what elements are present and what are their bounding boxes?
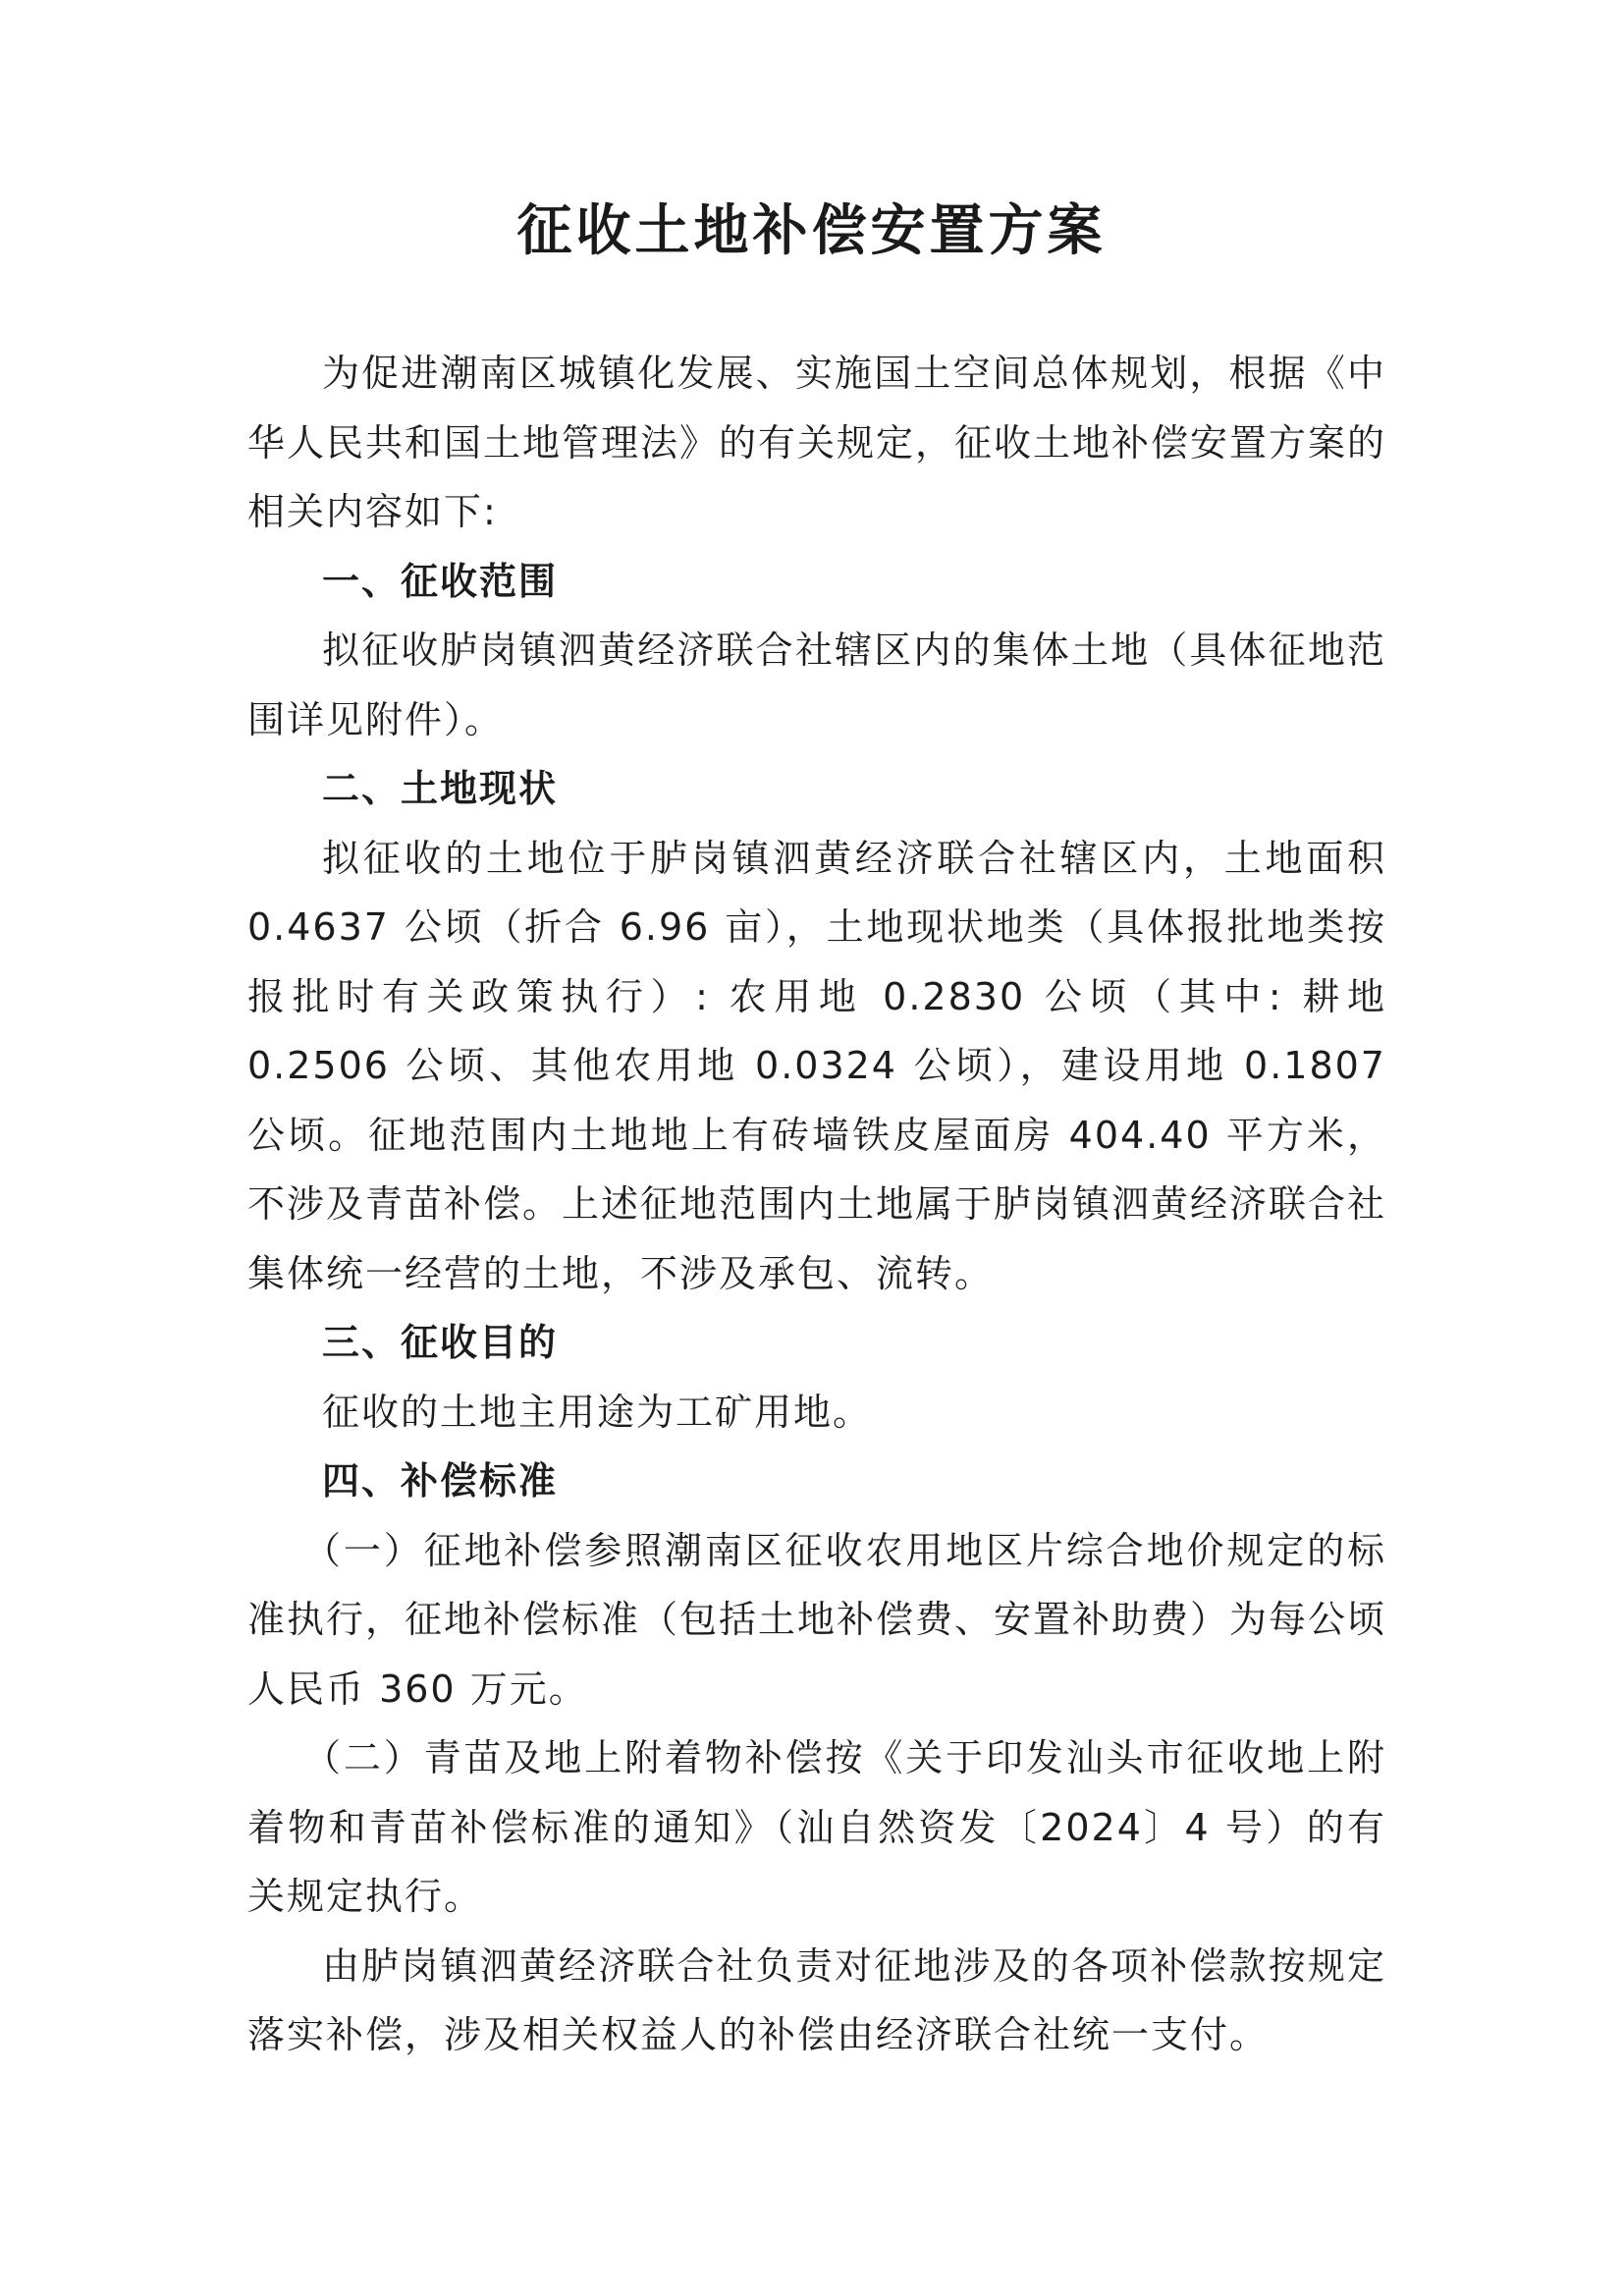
section-heading-scope: 一、征收范围: [322, 559, 559, 603]
section-paragraph: （二）青苗及地上附着物补偿按《关于印发汕头市征收地上附着物和青苗补偿标准的通知》（汕自然资发〔2024〕4 号）的有关规定执行。: [247, 1736, 1386, 1918]
section-paragraph: （一）征地补偿参照潮南区征收农用地区片综合地价规定的标准执行，征地补偿标准（包括土地补偿费、安置补助费）为每公顷人民币 360 万元。: [247, 1528, 1387, 1711]
document-body: [247, 339, 1386, 2070]
section-heading-purpose: 三、征收目的: [322, 1321, 559, 1364]
section-heading-land-status: 二、土地现状: [322, 767, 559, 810]
document-title: 征收土地补偿安置方案: [516, 199, 1107, 263]
section-paragraph: 拟征收胪岗镇泗黄经济联合社辖区内的集体土地（具体征地范围详见附件）。: [247, 629, 1386, 741]
section-paragraph: 由胪岗镇泗黄经济联合社负责对征地涉及的各项补偿款按规定落实补偿，涉及相关权益人的补偿由经济联合社统一支付。: [247, 1943, 1386, 2056]
intro-paragraph: 为促进潮南区城镇化发展、实施国土空间总体规划，根据《中华人民共和国土地管理法》的有关规定，征收土地补偿安置方案的相关内容如下:: [247, 352, 1387, 533]
section-scope: [247, 547, 1386, 755]
section-purpose: [247, 1308, 1386, 1447]
section-paragraph: 征收的土地主用途为工矿用地。: [322, 1390, 873, 1434]
section-land-status: [247, 754, 1386, 1308]
section-compensation-standard: [247, 1447, 1386, 2070]
section-heading-compensation-standard: 四、补偿标准: [322, 1459, 559, 1503]
section-paragraph: 拟征收的土地位于胪岗镇泗黄经济联合社辖区内，土地面积 0.4637 公顷（折合 6.96 亩），土地现状地类（具体报批地类按报批时有关政策执行）: 农用地 0.2830 公顷（其中: 耕地 0.2506 公顷、其他农用地 0.0324 公顷），建设用地 0.1807 公顷。征地范围内土地地上有砖墙铁皮屋面房 404.40 平方米，不涉及青苗补偿。上述征地范围内土地属于胪岗镇泗黄经济联合社集体统一经营的土地，不涉及承包、流转。: [247, 836, 1387, 1295]
